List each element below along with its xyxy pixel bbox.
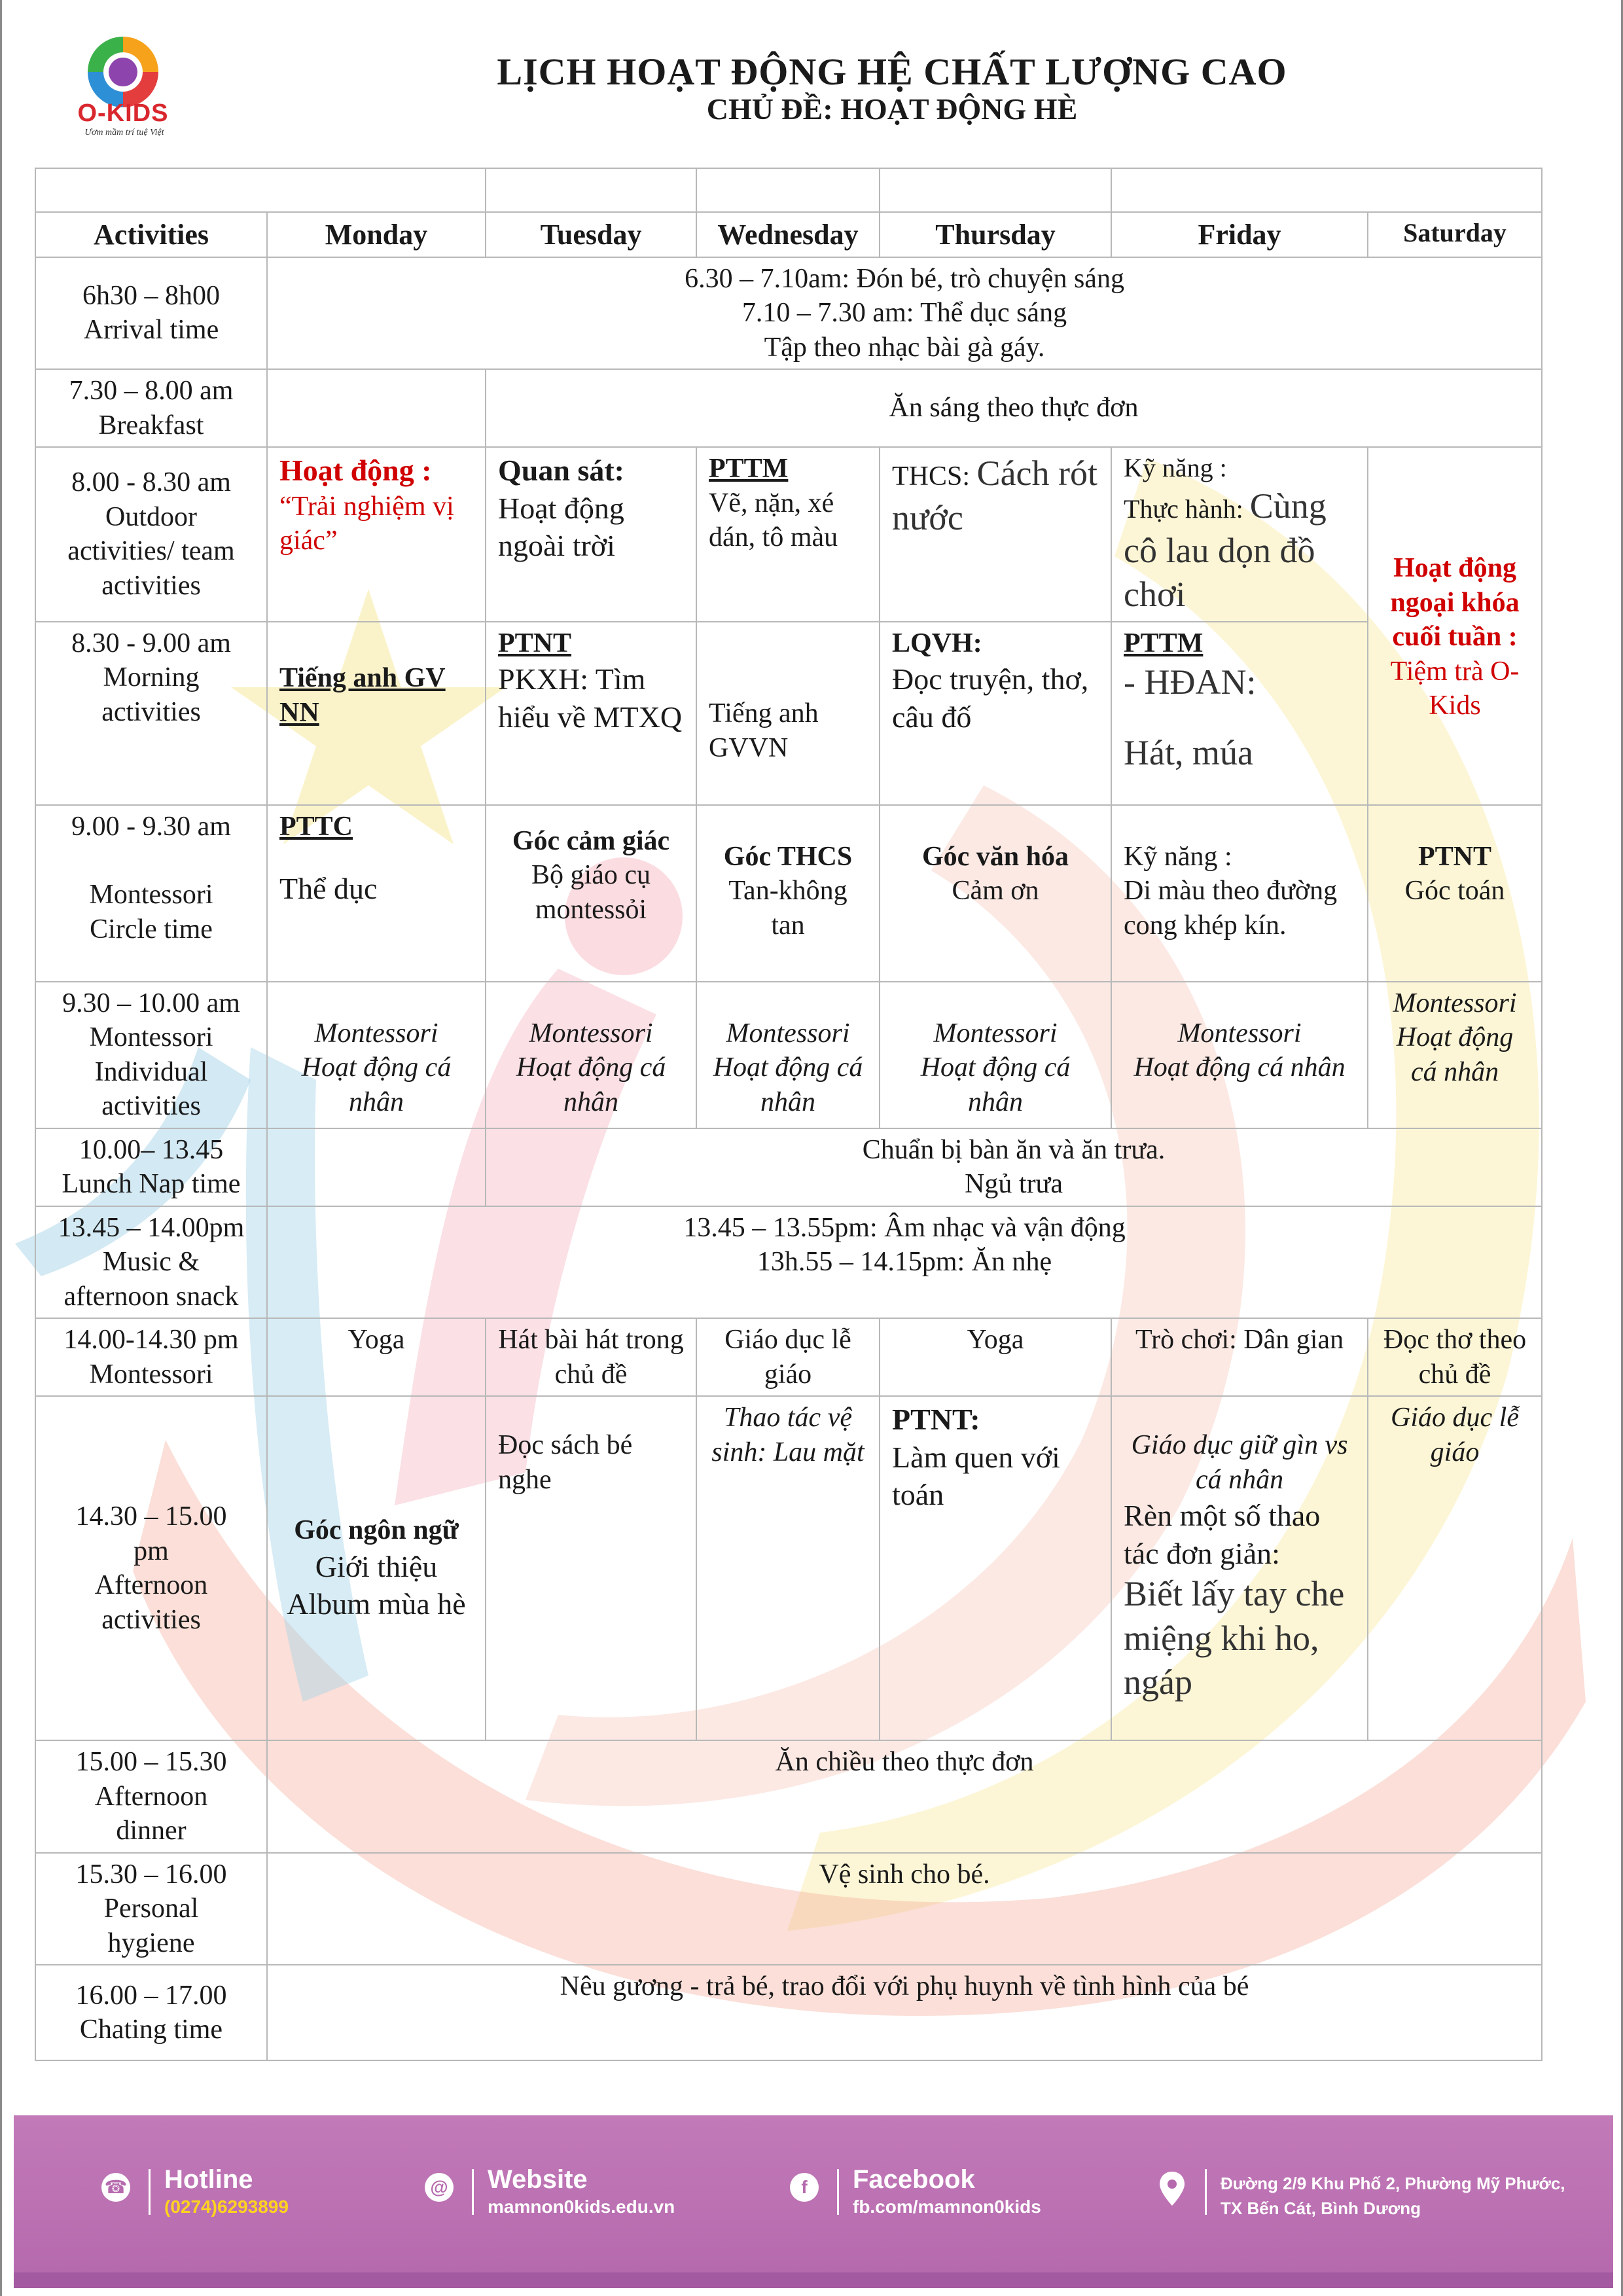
time-range: 14.00-14.30 pm xyxy=(63,1325,239,1355)
outdoor-friday xyxy=(1111,447,1368,622)
chat-cell: Nêu gương - trả bé, trao đổi với phụ huynh về tình hình của bé xyxy=(267,1965,1542,2060)
phone-icon: ☎ xyxy=(101,2173,130,2202)
date-class-header xyxy=(35,168,1542,212)
time-label: Outdoor xyxy=(105,501,197,532)
activity-detail: Hoạt động cá nhân xyxy=(1396,1022,1514,1087)
divider xyxy=(149,2169,151,2215)
activity-label: Montessori xyxy=(726,1018,850,1049)
dinner-cell: Ăn chiều theo thực đơn xyxy=(267,1740,1542,1853)
time-cell xyxy=(35,1128,267,1206)
activity-label: Thực hành: xyxy=(1124,494,1250,524)
morning-thursday xyxy=(880,622,1111,805)
time-label: Chating time xyxy=(79,2015,223,2045)
circle-tuesday xyxy=(486,805,696,982)
afternoon-thursday xyxy=(880,1396,1111,1740)
individual-wednesday xyxy=(696,982,880,1128)
row-individual xyxy=(35,982,1542,1128)
circle-saturday xyxy=(1368,805,1542,982)
time-range: 15.00 – 15.30 xyxy=(75,1747,227,1777)
individual-friday xyxy=(1111,982,1368,1128)
time-range: 16.00 – 17.00 xyxy=(75,1980,227,2011)
activity-detail: Hoạt động cá nhân xyxy=(920,1052,1071,1117)
time-label: activities xyxy=(101,1604,201,1635)
col-monday: Monday xyxy=(267,212,486,257)
activity-detail: Di màu theo đường cong khép kín. xyxy=(1124,876,1338,941)
row-chat xyxy=(35,1965,1542,2060)
lunch-cell xyxy=(486,1128,1542,1206)
time-range: 8.00 - 8.30 am xyxy=(71,467,231,498)
time-label: Personal xyxy=(103,1893,199,1924)
time-label: activities/ team xyxy=(67,536,235,567)
activity-detail: Bộ giáo cụ montessỏi xyxy=(531,860,651,925)
activity-detail: Giới thiệu Album mùa hè xyxy=(287,1549,466,1621)
activity-heading: PTNT xyxy=(498,628,572,658)
arrival-line: Tập theo nhạc bài gà gáy. xyxy=(764,332,1045,363)
activity-label: Montessori xyxy=(1393,988,1517,1018)
header-gap xyxy=(696,168,880,212)
time-label: activities xyxy=(101,696,201,727)
row-hygiene xyxy=(35,1853,1542,1965)
col-thursday: Thursday xyxy=(880,212,1111,257)
time-range: 10.00– 13.45 xyxy=(79,1134,224,1165)
activity-heading: Góc ngôn ngữ xyxy=(294,1515,459,1546)
row-morning xyxy=(35,622,1542,805)
at-sign-icon: @ xyxy=(425,2173,454,2202)
location-pin-icon xyxy=(1158,2170,1186,2207)
activity-detail: Thể dục xyxy=(279,872,378,905)
activity-detail: Hoạt động cá nhân xyxy=(301,1052,452,1117)
time-range: 14.30 – 15.00 xyxy=(75,1501,227,1532)
afternoon-tuesday: Đọc sách bé nghe xyxy=(486,1396,696,1740)
row-dinner xyxy=(35,1740,1542,1853)
row-arrival xyxy=(35,257,1542,370)
time-cell xyxy=(35,982,267,1128)
hygiene-cell: Vệ sinh cho bé. xyxy=(267,1853,1542,1965)
individual-thursday xyxy=(880,982,1111,1128)
m1400-saturday: Đọc thơ theo chủ đề xyxy=(1368,1318,1542,1396)
m1400-friday: Trò chơi: Dân gian xyxy=(1111,1318,1368,1396)
activity-detail: Làm quen với toán xyxy=(892,1440,1060,1511)
activity-heading: Góc cảm giác xyxy=(512,825,670,856)
circle-monday xyxy=(267,805,486,982)
activity-label: Montessori xyxy=(314,1018,438,1049)
address-text xyxy=(1221,2172,1565,2221)
header-gap xyxy=(486,168,696,212)
activity-detail: Tan-không tan xyxy=(728,876,847,941)
time-range: 6h30 – 8h00 xyxy=(82,280,220,311)
activity-heading: PTTM xyxy=(709,454,789,484)
time-label: Breakfast xyxy=(98,410,204,440)
activity-heading: Quan sát: xyxy=(498,454,624,487)
logo-wordmark: O-KIDS xyxy=(77,99,169,127)
morning-wednesday xyxy=(696,622,880,805)
activity-detail: Cách rót nước xyxy=(892,454,1097,537)
outdoor-wednesday xyxy=(696,447,880,622)
activity-heading: Kỹ năng : xyxy=(1124,841,1232,872)
divider xyxy=(1205,2169,1207,2215)
time-label: Lunch Nap time xyxy=(62,1169,241,1199)
time-label: Morning xyxy=(103,662,200,692)
afternoon-wednesday: Thao tác vệ sinh: Lau mặt xyxy=(696,1396,880,1740)
col-saturday: Saturday xyxy=(1368,212,1542,257)
days-header-row xyxy=(35,212,1542,257)
m1400-tuesday: Hát bài hát trong chủ đề xyxy=(486,1318,696,1396)
lunch-line: Ngủ trưa xyxy=(965,1169,1063,1199)
activity-detail: Biết lấy tay che miệng khi ho, ngáp xyxy=(1124,1574,1345,1702)
address-line: TX Bến Cát, Bình Dương xyxy=(1221,2198,1421,2218)
time-range: 13.45 – 14.00pm xyxy=(58,1212,245,1243)
individual-monday xyxy=(267,982,486,1128)
circle-friday xyxy=(1111,805,1368,982)
time-range: 8.30 - 9.00 am xyxy=(71,628,231,658)
empty-cell xyxy=(267,1128,486,1206)
morning-friday xyxy=(1111,622,1368,805)
time-cell xyxy=(35,369,267,447)
morning-tuesday xyxy=(486,622,696,805)
activity-heading: Hoạt động : xyxy=(279,454,432,487)
schedule-table xyxy=(35,168,1543,2061)
time-cell xyxy=(35,1853,267,1965)
afternoon-saturday: Giáo dục lễ giáo xyxy=(1368,1396,1542,1740)
time-cell xyxy=(35,805,267,982)
time-label: pm xyxy=(134,1535,169,1566)
row-circle xyxy=(35,805,1542,982)
activity-detail: Hoạt động cá nhân xyxy=(516,1052,666,1117)
facebook-url[interactable]: fb.com/mamnon0kids xyxy=(853,2197,1041,2217)
time-cell xyxy=(35,622,267,805)
activity-heading: PTNT xyxy=(1418,841,1492,872)
circle-thursday xyxy=(880,805,1111,982)
class-cell: Class/ Lớp: Nhà trẻ xyxy=(1111,168,1542,212)
time-label: Individual xyxy=(94,1056,208,1087)
hotline-label: Hotline xyxy=(164,2165,253,2194)
individual-tuesday xyxy=(486,982,696,1128)
afternoon-monday xyxy=(267,1396,486,1740)
activity-detail: Cùng cô lau dọn đồ chơi xyxy=(1124,486,1327,614)
arrival-line: 7.10 – 7.30 am: Thể dục sáng xyxy=(741,298,1067,328)
activity-label: Rèn một số thao tác đơn giản: xyxy=(1124,1499,1321,1570)
time-cell xyxy=(35,1740,267,1853)
time-label: activities xyxy=(101,570,201,601)
activity-label: Montessori xyxy=(529,1018,653,1049)
activity-detail: Tiếng anh GVVN xyxy=(709,698,819,763)
col-tuesday: Tuesday xyxy=(486,212,696,257)
individual-saturday xyxy=(1368,982,1542,1128)
activity-detail: Tìm hiểu về MTXQ xyxy=(498,662,683,734)
time-label: afternoon snack xyxy=(63,1281,239,1312)
footer-bottom-bar xyxy=(14,2272,1613,2288)
time-range: 15.30 – 16.00 xyxy=(75,1859,227,1890)
time-label: activities xyxy=(101,1091,201,1121)
activity-detail: “Trải nghiệm vị giác” xyxy=(279,491,454,556)
activity-detail: Đọc truyện, thơ, câu đố xyxy=(892,662,1089,734)
activity-heading: THCS: xyxy=(892,461,977,492)
activity-label: Montessori xyxy=(1177,1018,1302,1049)
time-label: hygiene xyxy=(107,1928,195,1958)
col-friday: Friday xyxy=(1111,212,1368,257)
activity-detail: - HĐAN: xyxy=(1124,662,1257,702)
weekend-extracurricular xyxy=(1368,447,1542,805)
page-title: LỊCH HOẠT ĐỘNG HỆ CHẤT LƯỢNG CAO xyxy=(497,50,1287,93)
col-wednesday: Wednesday xyxy=(696,212,880,257)
time-cell xyxy=(35,1396,267,1740)
contact-footer xyxy=(14,2115,1613,2272)
activity-heading: Góc văn hóa xyxy=(922,841,1069,872)
arrival-line: 6.30 – 7.10am: Đón bé, trò chuyện sáng xyxy=(685,263,1124,294)
time-cell xyxy=(35,257,267,370)
time-label: Montessori xyxy=(89,880,213,910)
activity-detail: Hoạt động cá nhân xyxy=(1133,1052,1346,1083)
activity-detail: Hoạt động cá nhân xyxy=(713,1052,863,1117)
activity-heading: PTTM xyxy=(1124,628,1204,658)
divider xyxy=(837,2169,839,2215)
music-line: 13h.55 – 14.15pm: Ăn nhẹ xyxy=(757,1247,1052,1277)
empty-cell xyxy=(267,369,486,447)
time-label: dinner xyxy=(116,1816,187,1846)
activity-detail: Hát, múa xyxy=(1124,732,1253,772)
outdoor-thursday xyxy=(880,447,1111,622)
row-afternoon xyxy=(35,1396,1542,1740)
activity-heading: Giáo dục giữ gìn vs cá nhân xyxy=(1131,1430,1348,1495)
row-lunch xyxy=(35,1128,1542,1206)
time-cell xyxy=(35,1318,267,1396)
time-label: Music & xyxy=(102,1247,200,1277)
divider xyxy=(472,2169,474,2215)
music-line: 13.45 – 13.55pm: Âm nhạc và vận động xyxy=(683,1212,1126,1243)
outdoor-tuesday xyxy=(486,447,696,622)
hotline-number[interactable]: (0274)6293899 xyxy=(164,2197,289,2217)
time-label: Montessori xyxy=(89,1359,213,1390)
m1400-monday: Yoga xyxy=(267,1318,486,1396)
m1400-thursday: Yoga xyxy=(880,1318,1111,1396)
activity-heading: Hoạt động ngoại khóa cuối tuần : xyxy=(1390,553,1520,652)
time-label: Afternoon xyxy=(94,1781,208,1812)
time-range: 7.30 – 8.00 am xyxy=(69,376,234,406)
activity-label: Montessori xyxy=(933,1018,1058,1049)
circle-wednesday xyxy=(696,805,880,982)
time-cell xyxy=(35,1965,267,2060)
row-outdoor xyxy=(35,447,1542,622)
activity-detail: Cảm ơn xyxy=(952,876,1039,906)
logo-tagline: Ươm mầm trí tuệ Việt xyxy=(84,128,164,137)
breakfast-cell: Ăn sáng theo thực đơn xyxy=(486,369,1542,447)
date-cell: Date/ngày: 16/6-21/6/2025 xyxy=(35,168,486,212)
arrival-cell xyxy=(267,257,1542,370)
activity-heading: Góc THCS xyxy=(723,841,853,872)
address-line: Đường 2/9 Khu Phố 2, Phường Mỹ Phước, xyxy=(1221,2174,1565,2193)
activity-heading: PTNT: xyxy=(892,1403,980,1436)
header-gap xyxy=(880,168,1111,212)
activity-detail: Tiệm trà O-Kids xyxy=(1390,656,1520,721)
page-subtitle: CHỦ ĐỀ: HOẠT ĐỘNG HÈ xyxy=(706,92,1078,126)
website-url[interactable]: mamnon0kids.edu.vn xyxy=(488,2197,675,2217)
activity-heading: Kỹ năng : xyxy=(1124,453,1227,482)
music-cell xyxy=(267,1206,1542,1319)
time-label: Afternoon xyxy=(94,1570,208,1600)
m1400-wednesday: Giáo dục lễ giáo xyxy=(696,1318,880,1396)
activity-heading: PTTC xyxy=(279,811,353,842)
activity-detail: Vẽ, nặn, xé dán, tô màu xyxy=(709,488,838,552)
activity-heading: LQVH: xyxy=(892,628,982,658)
website-label: Website xyxy=(488,2165,588,2194)
morning-monday xyxy=(267,622,486,805)
row-music xyxy=(35,1206,1542,1319)
facebook-icon: f xyxy=(790,2173,819,2202)
activity-label: PKXH: xyxy=(498,662,596,696)
activity-detail: Hoạt động ngoài trời xyxy=(498,491,624,562)
time-label: Circle time xyxy=(90,914,213,944)
lunch-line: Chuẩn bị bàn ăn và ăn trưa. xyxy=(862,1134,1166,1165)
row-breakfast xyxy=(35,369,1542,447)
time-range: 9.00 - 9.30 am xyxy=(71,811,231,842)
activity-detail: Góc toán xyxy=(1404,876,1505,906)
time-label: Montessori xyxy=(89,1022,213,1052)
outdoor-monday xyxy=(267,447,486,622)
facebook-label: Facebook xyxy=(853,2165,975,2194)
row-1400 xyxy=(35,1318,1542,1396)
time-cell xyxy=(35,447,267,622)
time-range: 9.30 – 10.00 am xyxy=(62,988,240,1018)
col-activities: Activities xyxy=(35,212,267,257)
time-label: Arrival time xyxy=(83,315,219,346)
activity-heading: Tiếng anh GV NN xyxy=(279,663,446,728)
time-cell xyxy=(35,1206,267,1319)
afternoon-friday xyxy=(1111,1396,1368,1740)
